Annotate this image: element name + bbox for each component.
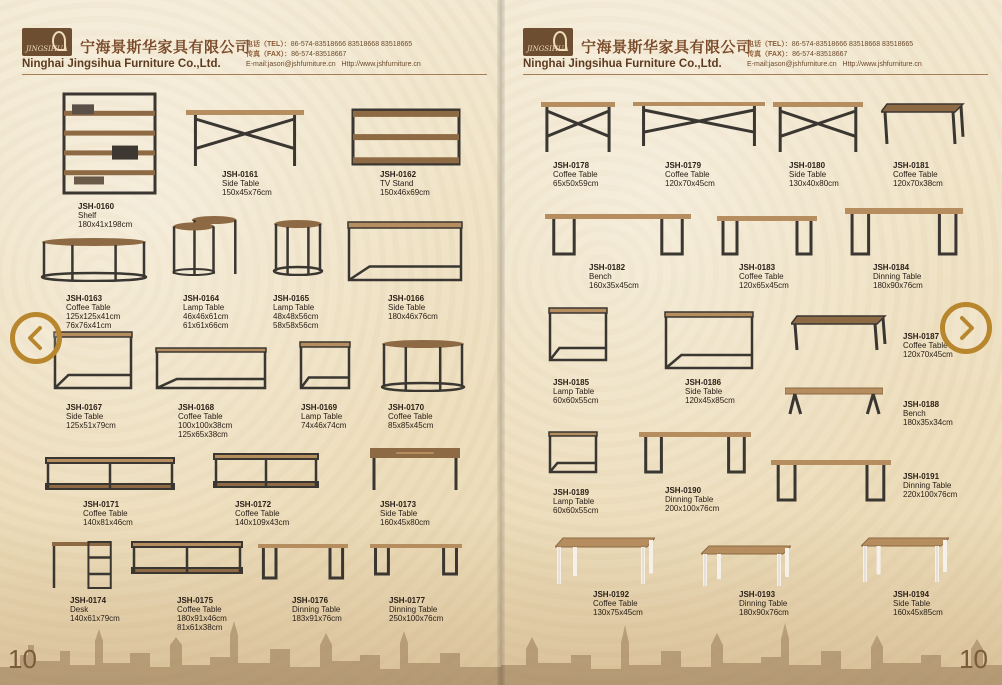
product-image xyxy=(170,214,238,276)
product-name: Coffee Table xyxy=(83,509,128,518)
product-image xyxy=(272,218,324,276)
right-page xyxy=(501,0,1002,685)
company-logo: JINGSIHUA xyxy=(22,28,72,56)
product-size: 60x60x55cm xyxy=(553,506,599,515)
product-size: 180x41x198cm xyxy=(78,220,133,229)
product-image xyxy=(861,536,949,584)
product-name: Side Table xyxy=(685,387,723,396)
product-image xyxy=(346,220,464,282)
product-image xyxy=(130,540,244,576)
product-code: JSH-0168 xyxy=(178,403,215,412)
product-image xyxy=(547,306,609,362)
product-name: Dinning Table xyxy=(903,481,952,490)
product-size: 140x109x43cm xyxy=(235,518,290,527)
product-caption xyxy=(903,400,953,427)
product-image xyxy=(186,108,304,166)
product-code: JSH-0188 xyxy=(903,400,940,409)
city-skyline-decoration xyxy=(0,615,501,685)
product-code: JSH-0164 xyxy=(183,294,220,303)
product-image xyxy=(717,214,817,256)
product-name: Coffee Table xyxy=(388,412,433,421)
product-size: 61x61x66cm xyxy=(183,321,229,330)
page-header xyxy=(523,22,988,77)
product-size: 180x35x34cm xyxy=(903,418,953,427)
product-caption xyxy=(273,294,318,330)
product-code: JSH-0190 xyxy=(665,486,702,495)
product-caption xyxy=(183,294,228,330)
product-name: Coffee Table xyxy=(593,599,638,608)
chevron-left-icon xyxy=(23,325,49,351)
product-code: JSH-0179 xyxy=(665,161,702,170)
product-size: 200x100x76cm xyxy=(665,504,720,513)
product-code: JSH-0177 xyxy=(389,596,426,605)
product-name: Side Table xyxy=(388,303,426,312)
product-name: Coffee Table xyxy=(553,170,598,179)
product-name: Side Table xyxy=(222,179,260,188)
product-code: JSH-0189 xyxy=(553,488,590,497)
product-name: Side Table xyxy=(66,412,104,421)
product-size: 125x125x41cm xyxy=(66,312,121,321)
product-size: 76x76x41cm xyxy=(66,321,112,330)
product-code: JSH-0181 xyxy=(893,161,930,170)
product-caption xyxy=(78,202,132,229)
product-size: 125x51x79cm xyxy=(66,421,116,430)
product-size: 250x100x76cm xyxy=(389,614,444,623)
product-name: Side Table xyxy=(893,599,931,608)
product-code: JSH-0192 xyxy=(593,590,630,599)
product-name: Side Table xyxy=(380,509,418,518)
product-caption xyxy=(553,488,598,515)
chevron-right-icon xyxy=(953,315,979,341)
product-size: 60x60x55cm xyxy=(553,396,599,405)
product-caption xyxy=(553,161,598,188)
product-caption xyxy=(301,403,346,430)
product-code: JSH-0169 xyxy=(301,403,338,412)
product-size: 183x91x76cm xyxy=(292,614,342,623)
product-caption xyxy=(903,472,957,499)
product-caption xyxy=(380,170,430,197)
header-divider xyxy=(22,74,487,75)
product-name: Dinning Table xyxy=(389,605,438,614)
product-code: JSH-0167 xyxy=(66,403,103,412)
product-image xyxy=(541,100,615,152)
product-code: JSH-0184 xyxy=(873,263,910,272)
contact-info: 电话（TEL）：86-574-83518666 83518668 83518665 传真（FAX）：86-574-83518667 E-mail:jason@jshfurniture.cn Http://www.jshfurniture.cn xyxy=(747,41,922,68)
product-size: 85x85x45cm xyxy=(388,421,434,430)
product-size: 58x58x56cm xyxy=(273,321,319,330)
product-code: JSH-0171 xyxy=(83,500,120,509)
product-caption xyxy=(893,161,943,188)
product-size: 81x61x38cm xyxy=(177,623,223,632)
product-name: Lamp Table xyxy=(553,387,595,396)
product-code: JSH-0173 xyxy=(380,500,417,509)
product-image xyxy=(547,430,599,474)
product-name: Dinning Table xyxy=(739,599,788,608)
product-code: JSH-0176 xyxy=(292,596,329,605)
product-name: Coffee Table xyxy=(739,272,784,281)
product-size: 150x46x69cm xyxy=(380,188,430,197)
product-caption xyxy=(553,378,598,405)
product-code: JSH-0172 xyxy=(235,500,272,509)
company-name-cn: 宁海景斯华家具有限公司 xyxy=(581,38,752,56)
product-name: Lamp Table xyxy=(553,497,595,506)
product-size: 100x100x38cm xyxy=(178,421,233,430)
company-name-en: Ninghai Jingsihua Furniture Co.,Ltd. xyxy=(22,58,221,70)
product-size: 130x75x45cm xyxy=(593,608,643,617)
city-skyline-decoration xyxy=(501,615,1002,685)
product-code: JSH-0193 xyxy=(739,590,776,599)
product-code: JSH-0191 xyxy=(903,472,940,481)
product-caption xyxy=(893,590,943,617)
product-code: JSH-0162 xyxy=(380,170,417,179)
product-image xyxy=(298,340,352,390)
product-name: Dinning Table xyxy=(665,495,714,504)
product-image xyxy=(52,330,134,390)
product-image xyxy=(212,452,320,490)
product-name: Lamp Table xyxy=(301,412,343,421)
product-size: 65x50x59cm xyxy=(553,179,599,188)
product-size: 160x45x80cm xyxy=(380,518,430,527)
product-size: 120x45x85cm xyxy=(685,396,735,405)
product-image xyxy=(50,540,112,590)
contact-info: 电话（TEL）：86-574-83518666 83518668 83518665 传真（FAX）：86-574-83518667 E-mail:jason@jshfurniture.cn Http://www.jshfurniture.cn xyxy=(246,41,421,68)
product-size: 180x46x76cm xyxy=(388,312,438,321)
page-number: 10 xyxy=(8,644,37,674)
company-name-en: Ninghai Jingsihua Furniture Co.,Ltd. xyxy=(523,58,722,70)
product-image xyxy=(545,212,691,256)
product-size: 180x91x46cm xyxy=(177,614,227,623)
product-image xyxy=(370,542,462,576)
product-size: 150x45x76cm xyxy=(222,188,272,197)
product-name: Coffee Table xyxy=(235,509,280,518)
product-image xyxy=(258,542,348,580)
product-size: 74x46x74cm xyxy=(301,421,347,430)
product-name: Dinning Table xyxy=(292,605,341,614)
product-size: 120x65x45cm xyxy=(739,281,789,290)
page-number: 10 xyxy=(959,644,988,674)
product-size: 140x61x79cm xyxy=(70,614,120,623)
product-caption xyxy=(685,378,735,405)
product-name: Coffee Table xyxy=(903,341,948,350)
product-image xyxy=(881,100,965,146)
product-caption xyxy=(388,403,433,430)
next-page-button[interactable] xyxy=(940,302,992,354)
product-caption xyxy=(235,500,289,527)
product-code: JSH-0183 xyxy=(739,263,776,272)
product-caption xyxy=(66,403,116,430)
product-code: JSH-0194 xyxy=(893,590,930,599)
product-image xyxy=(380,338,466,392)
prev-page-button[interactable] xyxy=(10,312,62,364)
product-caption xyxy=(739,263,789,290)
product-code: JSH-0174 xyxy=(70,596,107,605)
product-name: Bench xyxy=(589,272,612,281)
product-caption xyxy=(789,161,839,188)
product-image xyxy=(44,456,176,492)
product-size: 46x46x61cm xyxy=(183,312,229,321)
product-caption xyxy=(380,500,430,527)
product-name: Desk xyxy=(70,605,89,614)
product-size: 120x70x38cm xyxy=(893,179,943,188)
product-size: 120x70x45cm xyxy=(665,179,715,188)
product-caption xyxy=(739,590,789,617)
product-name: Side Table xyxy=(789,170,827,179)
product-image xyxy=(845,206,963,256)
product-code: JSH-0185 xyxy=(553,378,590,387)
product-image xyxy=(555,536,655,586)
product-size: 180x90x76cm xyxy=(873,281,923,290)
product-image xyxy=(633,100,765,146)
product-code: JSH-0186 xyxy=(685,378,722,387)
product-caption xyxy=(593,590,643,617)
product-size: 140x81x46cm xyxy=(83,518,133,527)
company-name-cn: 宁海景斯华家具有限公司 xyxy=(80,38,251,56)
product-caption xyxy=(665,486,719,513)
company-logo: JINGSIHUA xyxy=(523,28,573,56)
product-code: JSH-0161 xyxy=(222,170,259,179)
product-size: 48x48x56cm xyxy=(273,312,319,321)
product-size: 220x100x76cm xyxy=(903,490,958,499)
product-size: 120x70x45cm xyxy=(903,350,953,359)
product-code: JSH-0170 xyxy=(388,403,425,412)
product-image xyxy=(154,346,268,390)
product-name: Shelf xyxy=(78,211,97,220)
product-code: JSH-0175 xyxy=(177,596,214,605)
product-image xyxy=(791,312,887,352)
product-size: 160x45x85cm xyxy=(893,608,943,617)
product-code: JSH-0182 xyxy=(589,263,626,272)
product-name: Coffee Table xyxy=(66,303,111,312)
product-code: JSH-0187 xyxy=(903,332,940,341)
product-name: Lamp Table xyxy=(273,303,315,312)
product-size: 160x35x45cm xyxy=(589,281,639,290)
product-caption xyxy=(388,294,438,321)
page-header xyxy=(22,22,487,77)
product-code: JSH-0166 xyxy=(388,294,425,303)
product-code: JSH-0178 xyxy=(553,161,590,170)
product-image xyxy=(701,544,791,588)
product-name: Coffee Table xyxy=(893,170,938,179)
product-image xyxy=(771,458,891,502)
product-image xyxy=(40,236,148,282)
product-image xyxy=(639,430,751,474)
product-code: JSH-0165 xyxy=(273,294,310,303)
product-image xyxy=(785,386,883,416)
product-name: Coffee Table xyxy=(665,170,710,179)
product-name: Coffee Table xyxy=(177,605,222,614)
product-name: Lamp Table xyxy=(183,303,225,312)
product-caption xyxy=(66,294,120,330)
product-name: TV Stand xyxy=(380,179,414,188)
product-image xyxy=(368,446,462,492)
product-size: 180x90x76cm xyxy=(739,608,789,617)
product-caption xyxy=(178,403,232,439)
product-size: 125x65x38cm xyxy=(178,430,228,439)
product-name: Dinning Table xyxy=(873,272,922,281)
product-caption xyxy=(873,263,923,290)
product-code: JSH-0160 xyxy=(78,202,115,211)
product-image xyxy=(663,310,755,370)
product-name: Coffee Table xyxy=(178,412,223,421)
product-caption xyxy=(83,500,133,527)
product-caption xyxy=(589,263,639,290)
header-divider xyxy=(523,74,988,75)
product-caption xyxy=(222,170,272,197)
product-caption xyxy=(665,161,715,188)
product-name: Bench xyxy=(903,409,926,418)
product-code: JSH-0163 xyxy=(66,294,103,303)
product-image xyxy=(773,100,863,152)
book-gutter xyxy=(497,0,505,685)
product-code: JSH-0180 xyxy=(789,161,826,170)
product-image xyxy=(62,92,157,195)
product-image xyxy=(350,108,462,166)
product-size: 130x40x80cm xyxy=(789,179,839,188)
